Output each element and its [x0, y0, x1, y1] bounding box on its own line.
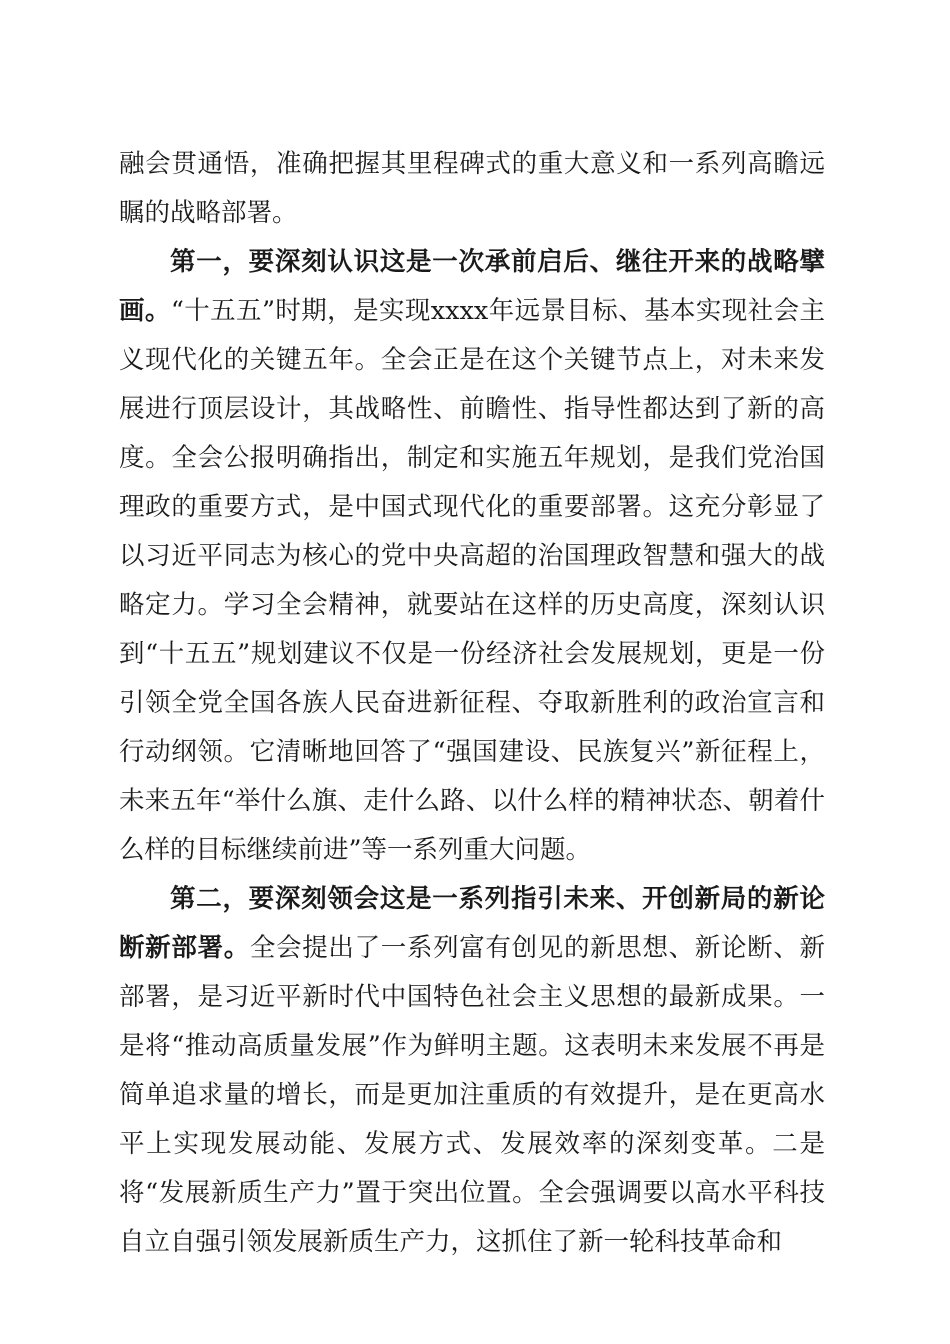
paragraph-text: 融会贯通悟，准确把握其里程碑式的重大意义和一系列高瞻远瞩的战略部署。: [119, 149, 825, 228]
paragraph-heading: 第二，要深刻领会这是一系列指引未来、开创新局的新论断新部署。: [119, 884, 825, 963]
document-body: [119, 140, 825, 1267]
paragraph-text: 全会提出了一系列富有创见的新思想、新论断、新部署，是习近平新时代中国特色社会主义思想的最新成果。一是将“推动高质量发展”作为鲜明主题。这表明未来发展不再是简单追求量的增长，而是更加注重质的有效提升，是在更高水平上实现发展动能、发展方式、发展效率的深刻变革。二是将“发展新质生产力”置于突出位置。全会强调要以高水平科技自立自强引领发展新质生产力，这抓住了新一轮科技革命和: [119, 933, 825, 1257]
paragraph-heading: 第一，要深刻认识这是一次承前启后、继往开来的战略擘画。: [119, 247, 825, 326]
paragraph-first-point: [119, 238, 825, 875]
paragraph-continuation: [119, 140, 825, 238]
paragraph-text: “十五五”时期，是实现xxxx年远景目标、基本实现社会主义现代化的关键五年。全会正是在这个关键节点上，对未来发展进行顶层设计，其战略性、前瞻性、指导性都达到了新的高度。全会公报明确指出，制定和实施五年规划，是我们党治国理政的重要方式，是中国式现代化的重要部署。这充分彰显了以习近平同志为核心的党中央高超的治国理政智慧和强大的战略定力。学习全会精神，就要站在这样的历史高度，深刻认识到“十五五”规划建议不仅是一份经济社会发展规划，更是一份引领全党全国各族人民奋进新征程、夺取新胜利的政治宣言和行动纲领。它清晰地回答了“强国建设、民族复兴”新征程上，未来五年“举什么旗、走什么路、以什么样的精神状态、朝着什么样的目标继续前进”等一系列重大问题。: [119, 296, 825, 865]
paragraph-second-point: [119, 875, 825, 1267]
